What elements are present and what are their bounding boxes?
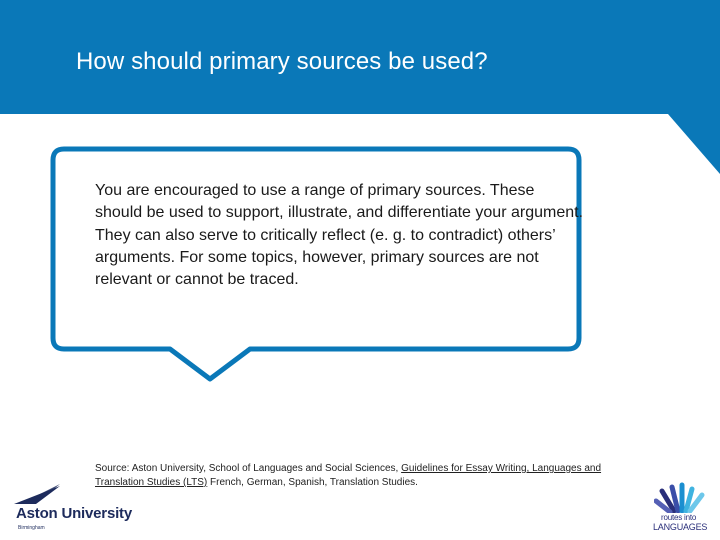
- routes-line1: routes into: [661, 513, 697, 522]
- aston-name: Aston University: [16, 505, 132, 522]
- source-citation: [95, 462, 635, 490]
- slide-title: How should primary sources be used?: [76, 48, 488, 75]
- aston-triangle-icon: [14, 484, 60, 504]
- source-suffix: French, German, Spanish, Translation Studies.: [207, 477, 418, 488]
- corner-triangle: [668, 114, 720, 174]
- source-prefix: Source: Aston University, School of Languages and Social Sciences,: [95, 463, 402, 474]
- title-banner: [0, 0, 720, 114]
- bubble-text: You are encouraged to use a range of primary sources. These should be used to support, illustrate, and differentiate your argument. They can also serve to critically reflect (e. g. to contradict) others’ arguments. For some topics, however, primary sources are not relevant or cannot be traced.: [95, 182, 584, 289]
- routes-fan-icon: [654, 481, 708, 513]
- source-link[interactable]: Guidelines for Essay Writing, Languages and Translation Studies (LTS): [95, 463, 602, 488]
- routes-line2: LANGUAGES: [653, 522, 708, 532]
- aston-university-logo: [10, 484, 140, 536]
- routes-into-languages-logo: [650, 481, 712, 537]
- aston-city: Birmingham: [18, 525, 45, 531]
